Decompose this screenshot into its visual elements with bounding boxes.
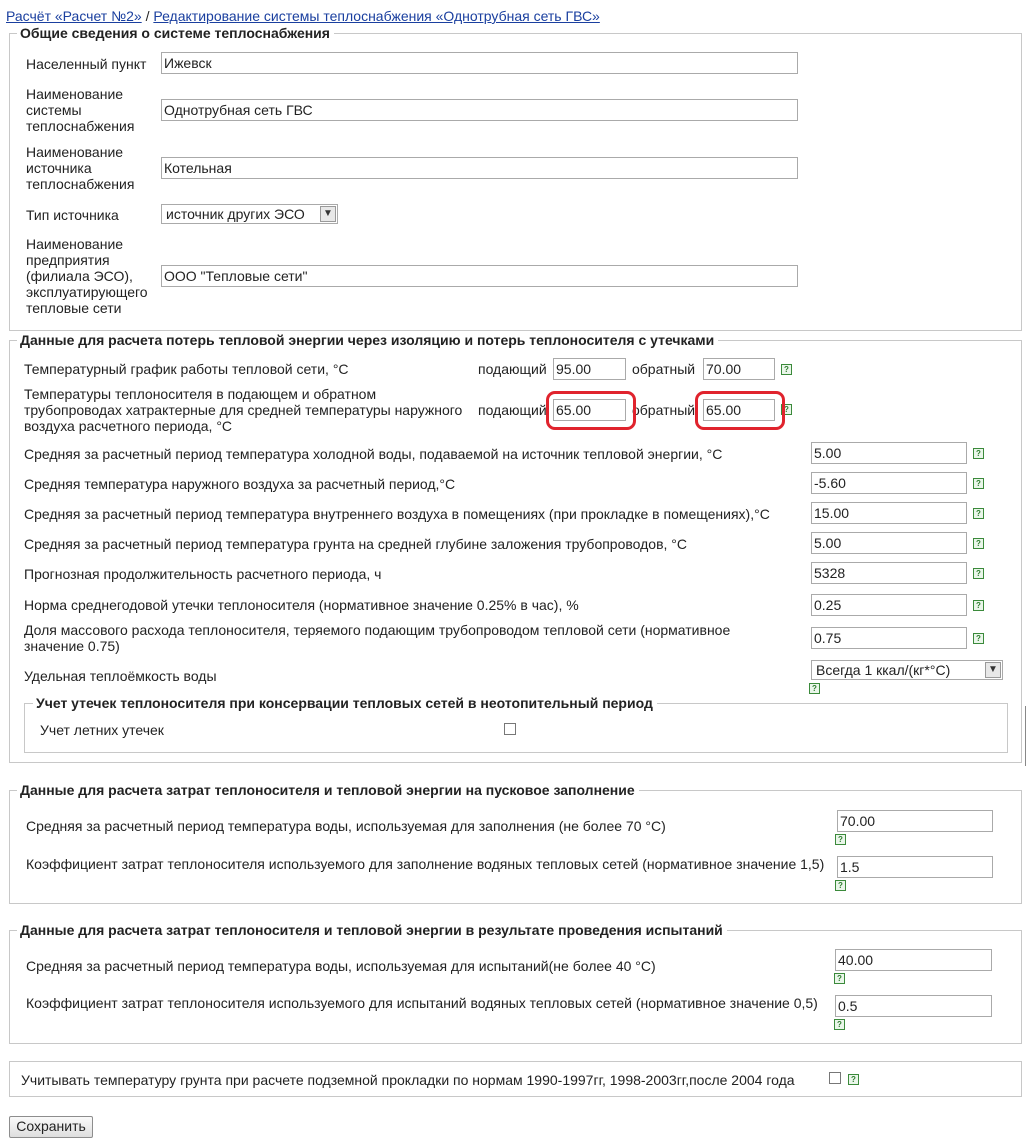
help-icon[interactable]: ?	[973, 633, 984, 644]
temp-graph-supply-label: подающий	[478, 361, 547, 377]
leak-norm-input[interactable]: 0.25	[811, 594, 967, 616]
period-duration-input[interactable]: 5328	[811, 562, 967, 584]
summer-leak-label: Учет летних утечек	[40, 722, 164, 738]
avg-temp-label: Температуры теплоносителя в подающем и обратном трубопроводах хатрактерные для средней температуры наружного воздуха расчетного периода, °С	[24, 386, 463, 434]
temp-graph-return-input[interactable]: 70.00	[703, 358, 775, 380]
summer-leak-fieldset	[24, 695, 1008, 753]
settlement-label: Населенный пункт	[26, 56, 147, 72]
mass-flow-share-input[interactable]: 0.75	[811, 627, 967, 649]
help-icon[interactable]: ?	[973, 448, 984, 459]
summer-leak-legend: Учет утечек теплоносителя при консервации тепловых сетей в неотопительный период	[33, 695, 657, 712]
temp-graph-return-label: обратный	[632, 361, 696, 377]
help-icon[interactable]: ?	[848, 1074, 859, 1085]
indoor-temp-label: Средняя за расчетный период температура внутреннего воздуха в помещениях (при прокладке в помещениях),°С	[24, 506, 770, 522]
breadcrumb	[6, 8, 600, 25]
help-icon[interactable]: ?	[973, 600, 984, 611]
filling-fieldset	[9, 782, 1022, 904]
help-icon[interactable]: ?	[781, 364, 792, 375]
heat-capacity-value: Всегда 1 ккал/(кг*°С)	[816, 662, 951, 678]
chevron-down-icon[interactable]: ▼	[320, 206, 336, 222]
source-type-select[interactable]	[161, 204, 338, 224]
settlement-input[interactable]: Ижевск	[161, 52, 798, 74]
losses-legend: Данные для расчета потерь тепловой энергии через изоляцию и потерь теплоносителя с утечками	[17, 332, 718, 349]
temp-graph-label: Температурный график работы тепловой сети, °С	[24, 361, 349, 377]
leak-norm-label: Норма среднегодовой утечки теплоносителя (нормативное значение 0.25% в час), %	[24, 597, 579, 613]
tests-temp-label: Средняя за расчетный период температура воды, используемая для испытаний(не более 40 °С)	[26, 958, 656, 974]
chevron-down-icon[interactable]: ▼	[985, 662, 1001, 678]
heat-capacity-label: Удельная теплоёмкость воды	[24, 668, 217, 684]
page-edge-line	[1025, 706, 1026, 766]
outdoor-temp-label: Средняя температура наружного воздуха за расчетный период,°С	[24, 476, 456, 492]
source-name-label: Наименование источника теплоснабжения	[26, 144, 135, 192]
help-icon[interactable]: ?	[834, 1019, 845, 1030]
temp-graph-supply-input[interactable]: 95.00	[553, 358, 626, 380]
soil-temp-checkbox[interactable]	[829, 1072, 841, 1084]
tests-coef-label: Коэффициент затрат теплоносителя используемого для испытаний водяных тепловых сетей (нормативное значение 0,5)	[26, 995, 818, 1011]
filling-coef-label: Коэффициент затрат теплоносителя используемого для заполнение водяных тепловых сетей (нормативное значение 1,5)	[26, 856, 825, 872]
filling-temp-input[interactable]: 70.00	[837, 810, 993, 832]
source-type-value: источник других ЭСО	[166, 206, 305, 222]
highlight-return-annotation	[695, 391, 785, 430]
avg-temp-return-input[interactable]: 65.00	[703, 399, 775, 421]
filling-legend: Данные для расчета затрат теплоносителя и тепловой энергии на пусковое заполнение	[17, 782, 639, 799]
help-icon[interactable]: ?	[781, 404, 792, 415]
tests-legend: Данные для расчета затрат теплоносителя и тепловой энергии в результате проведения испытаний	[17, 922, 727, 939]
system-name-input[interactable]: Однотрубная сеть ГВС	[161, 99, 798, 121]
soil-temp-option-label: Учитывать температуру грунта при расчете подземной прокладки по нормам 1990-1997гг, 1998-2003гг,после 2004 года	[21, 1072, 795, 1088]
breadcrumb-calculation-link[interactable]: Расчёт «Расчет №2»	[6, 8, 142, 24]
breadcrumb-separator: /	[141, 8, 154, 24]
help-icon[interactable]: ?	[973, 478, 984, 489]
highlight-supply-annotation	[546, 391, 636, 430]
cold-water-temp-input[interactable]: 5.00	[811, 442, 967, 464]
help-icon[interactable]: ?	[834, 973, 845, 984]
help-icon[interactable]: ?	[835, 834, 846, 845]
company-input[interactable]: ООО "Тепловые сети"	[161, 265, 798, 287]
indoor-temp-input[interactable]: 15.00	[811, 502, 967, 524]
breadcrumb-edit-system-link[interactable]: Редактирование системы теплоснабжения «Однотрубная сеть ГВС»	[153, 8, 600, 24]
avg-temp-return-label: обратный	[632, 402, 696, 418]
outdoor-temp-input[interactable]: -5.60	[811, 472, 967, 494]
general-info-legend: Общие сведения о системе теплоснабжения	[17, 25, 334, 42]
help-icon[interactable]: ?	[973, 538, 984, 549]
company-label: Наименование предприятия (филиала ЭСО), эксплуатирующего тепловые сети	[26, 236, 148, 316]
heat-capacity-select[interactable]	[811, 660, 1003, 680]
help-icon[interactable]: ?	[809, 683, 820, 694]
help-icon[interactable]: ?	[835, 880, 846, 891]
tests-temp-input[interactable]: 40.00	[835, 949, 992, 971]
save-button[interactable]: Сохранить	[9, 1116, 93, 1138]
avg-temp-supply-input[interactable]: 65.00	[553, 399, 626, 421]
system-name-label: Наименование системы теплоснабжения	[26, 86, 135, 134]
tests-fieldset	[9, 922, 1022, 1044]
cold-water-temp-label: Средняя за расчетный период температура холодной воды, подаваемой на источник тепловой энергии, °С	[24, 446, 723, 462]
mass-flow-share-label: Доля массового расхода теплоносителя, теряемого подающим трубопроводом тепловой сети (нормативное значение 0.75)	[24, 622, 731, 654]
source-type-label: Тип источника	[26, 207, 119, 223]
soil-temp-input[interactable]: 5.00	[811, 532, 967, 554]
filling-coef-input[interactable]: 1.5	[837, 856, 993, 878]
help-icon[interactable]: ?	[973, 508, 984, 519]
soil-temp-label: Средняя за расчетный период температура грунта на средней глубине заложения трубопроводов, °С	[24, 536, 688, 552]
avg-temp-supply-label: подающий	[478, 402, 547, 418]
period-duration-label: Прогнозная продолжительность расчетного периода, ч	[24, 566, 382, 582]
source-name-input[interactable]: Котельная	[161, 157, 798, 179]
filling-temp-label: Средняя за расчетный период температура воды, используемая для заполнения (не более 70 °С)	[26, 818, 666, 834]
help-icon[interactable]: ?	[973, 568, 984, 579]
summer-leak-checkbox[interactable]	[504, 723, 516, 735]
tests-coef-input[interactable]: 0.5	[835, 995, 992, 1017]
